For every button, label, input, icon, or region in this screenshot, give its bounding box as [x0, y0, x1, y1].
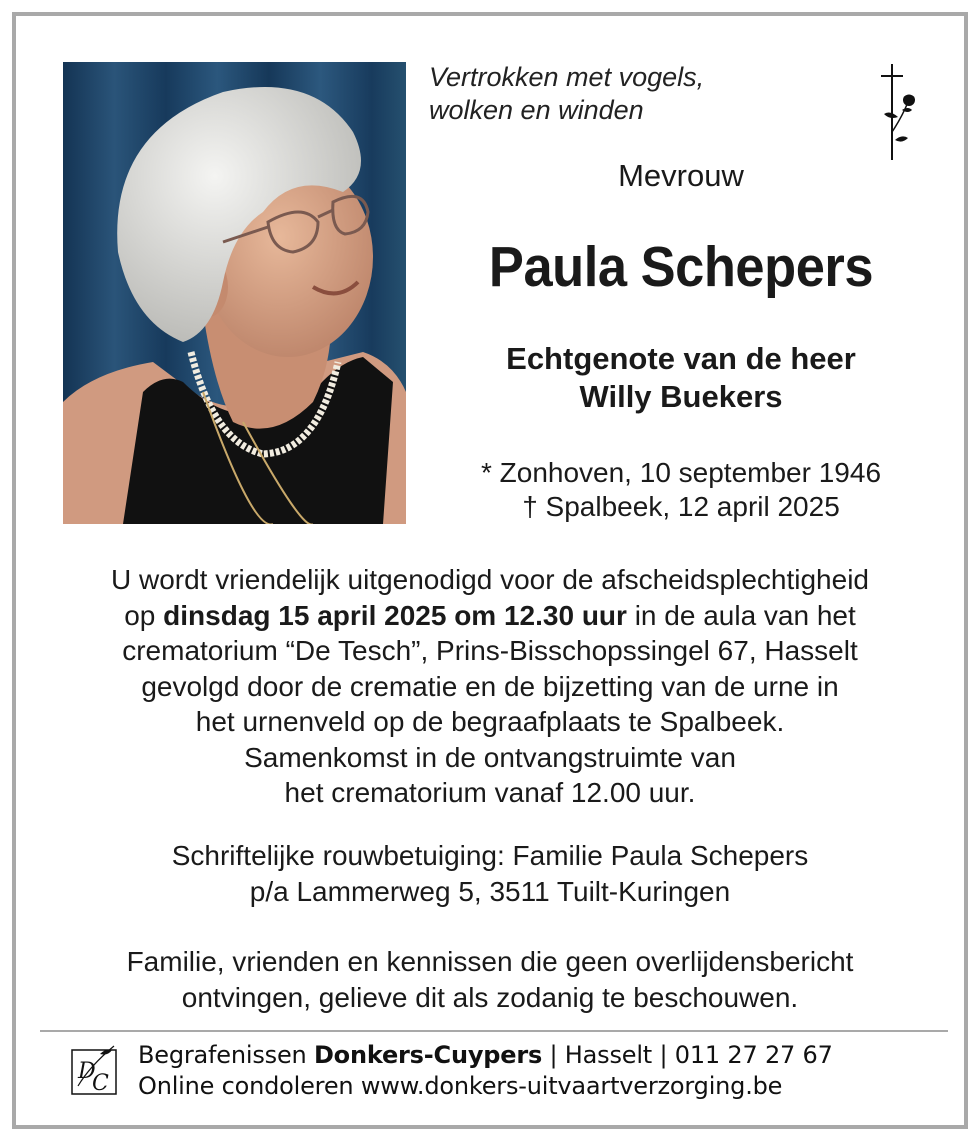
- poem: [429, 61, 704, 127]
- funeral-home-contact: | Hasselt | 011 27 27 67: [542, 1041, 833, 1069]
- poem-line-2: wolken en winden: [429, 95, 644, 125]
- portrait-photo: [63, 62, 406, 524]
- invitation-line-7: het crematorium vanaf 12.00 uur.: [284, 777, 696, 808]
- spouse-line-1: Echtgenote van de heer: [506, 341, 856, 376]
- donkers-cuypers-logo: [70, 1042, 124, 1098]
- death-date: † Spalbeek, 12 april 2025: [522, 491, 840, 522]
- deceased-name: Paula Schepers: [488, 235, 874, 299]
- funeral-home-name: Donkers-Cuypers: [313, 1041, 543, 1069]
- invitation-paragraph: [36, 562, 944, 811]
- condolence-line-2: p/a Lammerweg 5, 3511 Tuilt-Kuringen: [249, 875, 731, 907]
- notice-line-2: ontvingen, gelieve dit als zodanig te beschouwen.: [181, 981, 799, 1013]
- obituary-card: [12, 12, 968, 1129]
- invitation-line-4: gevolgd door de crematie en de bijzetting van de urne in: [141, 670, 839, 702]
- invitation-line-5: het urnenveld op de begraafplaats te Spalbeek.: [195, 706, 785, 737]
- funeral-home-line: [138, 1040, 833, 1071]
- invitation-line-2: [36, 598, 944, 634]
- spouse-block: [416, 340, 946, 416]
- invitation-line-2-pre: op: [124, 599, 164, 631]
- cross-with-rose-icon: [878, 62, 922, 162]
- birth-date: * Zonhoven, 10 september 1946: [480, 457, 882, 488]
- honorific: Mevrouw: [618, 158, 744, 193]
- invitation-line-6: Samenkomst in de ontvangstruimte van: [244, 741, 736, 773]
- invitation-line-1: U wordt vriendelijk uitgenodigd voor de afscheidsplechtigheid: [110, 564, 869, 595]
- funeral-home-info: [138, 1040, 833, 1102]
- condolence-address: [36, 838, 944, 909]
- notice-paragraph: [36, 944, 944, 1015]
- invitation-line-2-post: in de aula van het: [626, 599, 856, 631]
- spouse-line-2: Willy Buekers: [579, 379, 783, 414]
- svg-text:D: D: [78, 1059, 96, 1084]
- online-condolence-link[interactable]: Online condoleren www.donkers-uitvaartverzorging.be: [138, 1072, 783, 1100]
- dates-block: [416, 456, 946, 524]
- ceremony-datetime: dinsdag 15 april 2025 om 12.30 uur: [163, 599, 627, 631]
- footer-divider: [40, 1030, 948, 1032]
- notice-line-1: Familie, vrienden en kennissen die geen overlijdensbericht: [126, 946, 854, 977]
- poem-line-1: Vertrokken met vogels,: [429, 62, 705, 92]
- condolence-line-1: Schriftelijke rouwbetuiging: Familie Paula Schepers: [171, 840, 809, 871]
- invitation-line-3: crematorium “De Tesch”, Prins-Bisschopssingel 67, Hasselt: [122, 635, 858, 666]
- svg-text:C: C: [92, 1071, 109, 1096]
- funeral-home-prefix: Begrafenissen: [138, 1041, 314, 1069]
